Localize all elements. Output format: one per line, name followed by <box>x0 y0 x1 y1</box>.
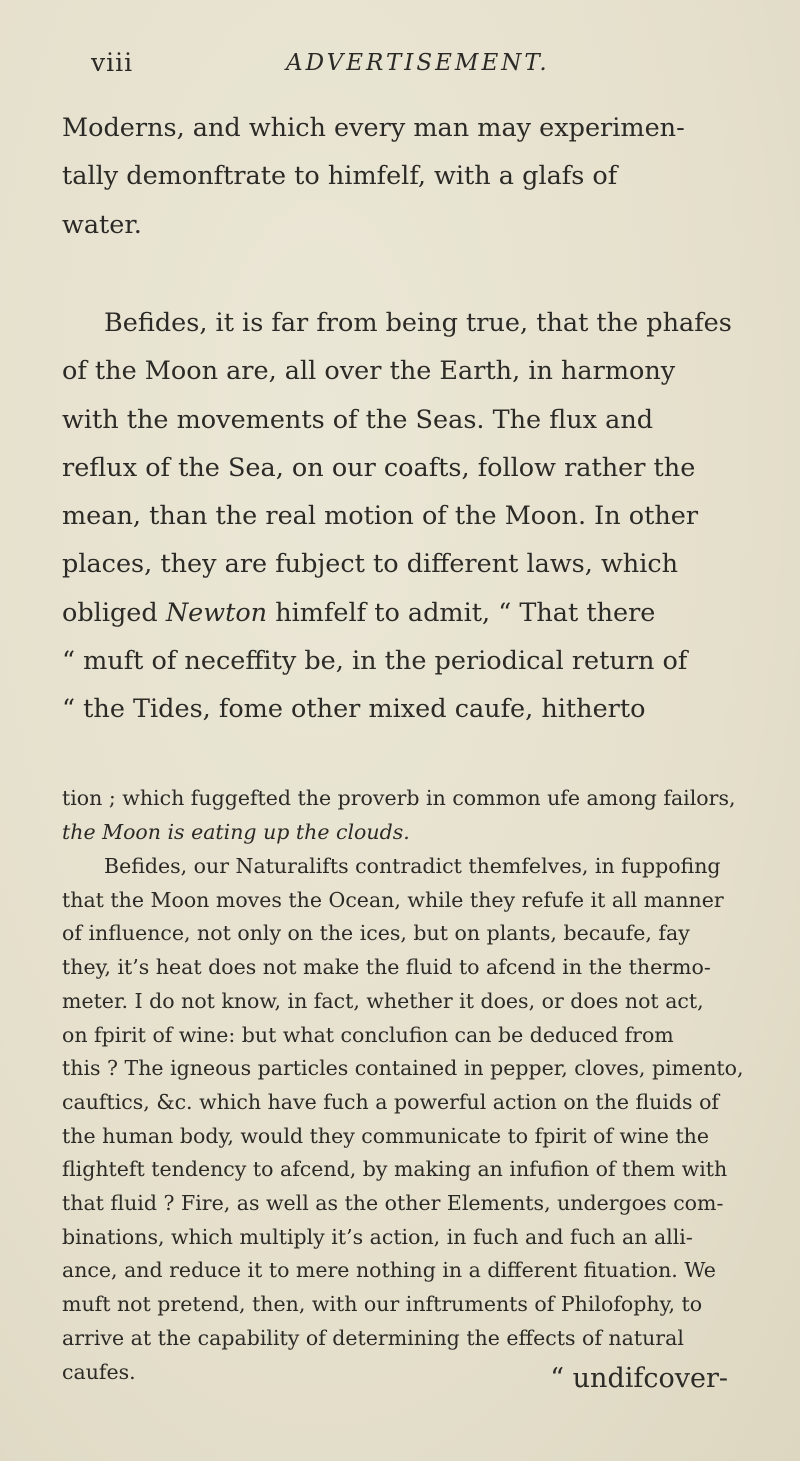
text-line: caufes. <box>62 1359 136 1384</box>
catchword: “ undifcover- <box>550 1363 728 1394</box>
page-number: viii <box>91 48 134 77</box>
text-line: on fpirit of wine: but what conclufion can be deduced from <box>62 1022 674 1047</box>
text-line: arrive at the capability of determining the effects of natural <box>62 1325 684 1350</box>
text-line: tion ; which fuggefted the proverb in common ufe among failors, <box>62 786 736 810</box>
text-line: flighteft tendency to afcend, by making an infufion of them with <box>62 1157 728 1182</box>
text-line: of influence, not only on the ices, but on plants, becaufe, fay <box>62 921 690 946</box>
text-line: Befides, it is far from being true, that the phafes <box>104 308 732 338</box>
paragraph-besides-phases <box>62 299 768 734</box>
text-line: they, it’s heat does not make the fluid to afcend in the thermo- <box>62 955 711 980</box>
text-line <box>62 589 768 637</box>
text-line: Befides, our Naturalifts contradict themfelves, in fuppofing <box>104 854 721 878</box>
text-line: of the Moon are, all over the Earth, in harmony <box>62 356 676 387</box>
text-segment: obliged <box>62 597 158 628</box>
text-line: muft not pretend, then, with our inftruments of Philofophy, to <box>62 1292 703 1317</box>
text-line: places, they are fubject to different laws, which <box>62 549 679 580</box>
proverb-line: the Moon is eating up the clouds. <box>62 819 410 844</box>
text-line: cauftics, &c. which have fuch a powerful action on the fluids of <box>62 1089 720 1114</box>
text-line: this ? The igneous particles contained in pepper, cloves, pimento, <box>62 1056 744 1081</box>
name-newton: Newton <box>165 597 268 628</box>
text-line: that fluid ? Fire, as well as the other Elements, undergoes com- <box>62 1191 724 1216</box>
text-segment: himfelf to admit, “ That there <box>275 597 656 628</box>
text-line: “ the Tides, fome other mixed caufe, hitherto <box>62 694 646 725</box>
text-line: water. <box>62 209 142 240</box>
paragraph-proverb <box>62 782 768 849</box>
text-line: that the Moon moves the Ocean, while they refufe it all manner <box>62 887 724 912</box>
text-line: tally demonftrate to himfelf, with a glafs of <box>62 161 618 192</box>
text-line: Moderns, and which every man may experimen- <box>62 113 685 143</box>
text-line: binations, which multiply it’s action, in fuch and fuch an alli- <box>62 1224 693 1249</box>
text-line: mean, than the real motion of the Moon. In other <box>62 501 699 532</box>
page-header <box>91 48 741 88</box>
text-line: meter. I do not know, in fact, whether it does, or does not act, <box>62 988 704 1013</box>
text-line: “ muft of neceffity be, in the periodical return of <box>62 646 688 677</box>
text-line: ance, and reduce it to mere nothing in a different fituation. We <box>62 1258 716 1283</box>
paragraph-naturalists <box>62 850 768 1389</box>
text-line: with the movements of the Seas. The flux and <box>62 404 654 435</box>
text-line: the human body, would they communicate to fpirit of wine the <box>62 1123 710 1148</box>
paragraph-moderns <box>62 104 768 249</box>
running-head: ADVERTISEMENT. <box>286 50 550 76</box>
text-line: reflux of the Sea, on our coafts, follow rather the <box>62 452 696 483</box>
